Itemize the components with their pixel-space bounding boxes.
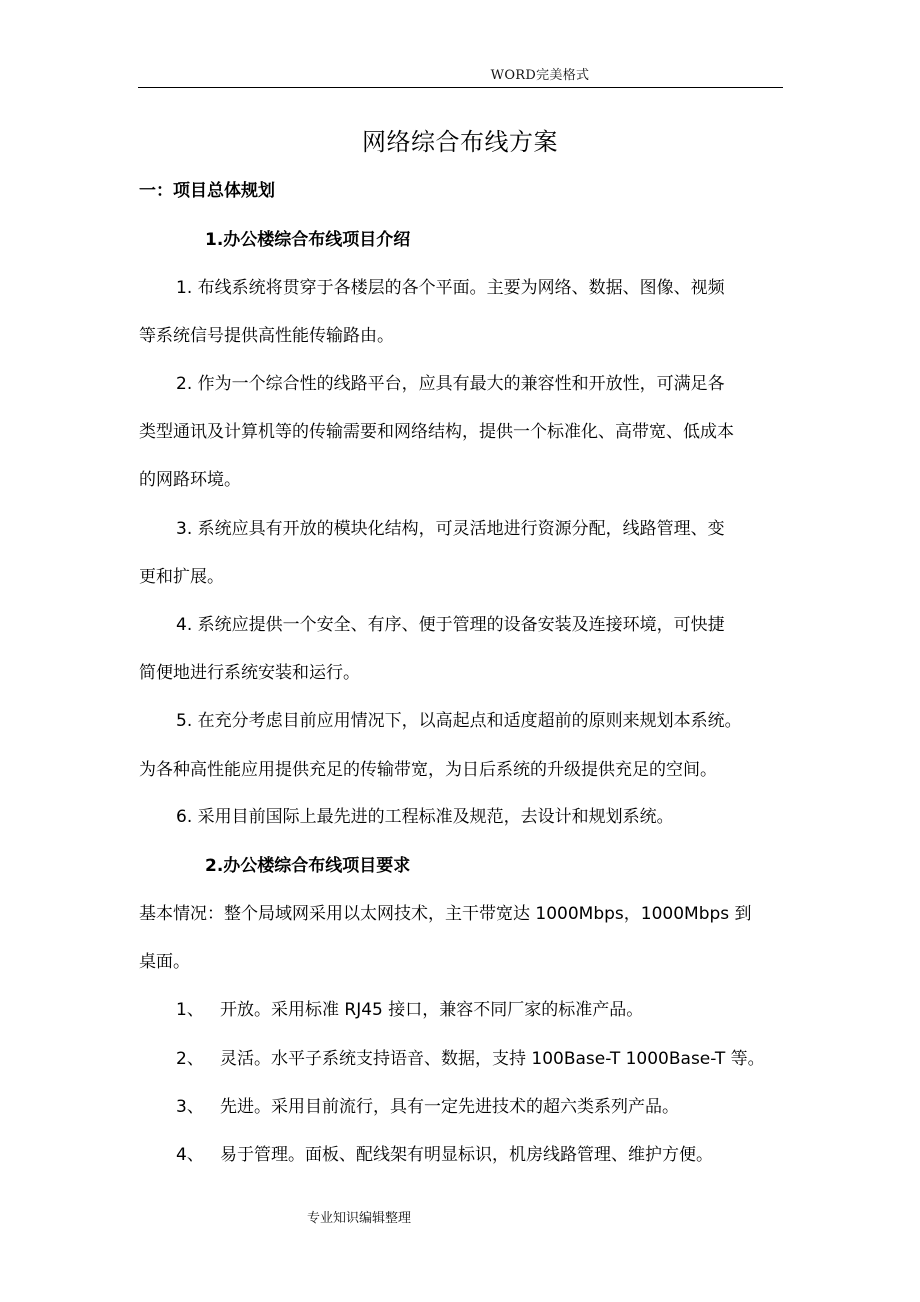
section-heading-1: 一：项目总体规划 [139,181,275,201]
requirement-number: 1、 [176,1000,204,1020]
paragraph-line: 3. 系统应具有开放的模块化结构，可灵活地进行资源分配，线路管理、变 [176,519,725,539]
page-footer: 专业知识编辑整理 [307,1211,412,1226]
paragraph-line: 基本情况：整个局域网采用以太网技术，主干带宽达 1000Mbps，1000Mbps 到 [139,904,752,924]
requirement-text: 灵活。水平子系统支持语音、数据，支持 100Base-T 1000Base-T 等。 [220,1049,765,1069]
requirement-item [176,1044,765,1069]
requirement-text: 先进。采用目前流行，具有一定先进技术的超六类系列产品。 [220,1097,679,1117]
requirement-item [176,1092,679,1117]
paragraph-line: 为各种高性能应用提供充足的传输带宽，为日后系统的升级提供充足的空间。 [139,760,717,780]
paragraph-line: 6. 采用目前国际上最先进的工程标准及规范，去设计和规划系统。 [176,807,674,827]
requirement-number: 4、 [176,1145,204,1165]
document-title: 网络综合布线方案 [362,128,558,156]
paragraph-line: 2. 作为一个综合性的线路平台，应具有最大的兼容性和开放性，可满足各 [176,374,725,394]
requirement-number: 3、 [176,1097,204,1117]
paragraph-line: 简便地进行系统安装和运行。 [139,663,360,683]
subsection-heading-2: 2.办公楼综合布线项目要求 [205,856,411,876]
requirement-number: 2、 [176,1049,204,1069]
requirement-text: 易于管理。面板、配线架有明显标识，机房线路管理、维护方便。 [220,1145,713,1165]
paragraph-line: 的网路环境。 [139,470,241,490]
paragraph-line: 5. 在充分考虑目前应用情况下，以高起点和适度超前的原则来规划本系统。 [176,711,742,731]
paragraph-line: 1. 布线系统将贯穿于各楼层的各个平面。主要为网络、数据、图像、视频 [176,278,725,298]
paragraph-line: 更和扩展。 [139,567,224,587]
page-header: WORD完美格式 [490,68,590,83]
paragraph-line: 4. 系统应提供一个安全、有序、便于管理的设备安装及连接环境，可快捷 [176,615,725,635]
requirement-item [176,1140,713,1165]
paragraph-line: 等系统信号提供高性能传输路由。 [139,326,394,346]
header-divider [138,87,783,88]
paragraph-line: 类型通讯及计算机等的传输需要和网络结构，提供一个标准化、高带宽、低成本 [139,422,734,442]
subsection-heading-1: 1.办公楼综合布线项目介绍 [205,230,411,250]
requirement-text: 开放。采用标准 RJ45 接口，兼容不同厂家的标准产品。 [220,1000,644,1020]
paragraph-line: 桌面。 [139,952,190,972]
requirement-item [176,995,643,1020]
